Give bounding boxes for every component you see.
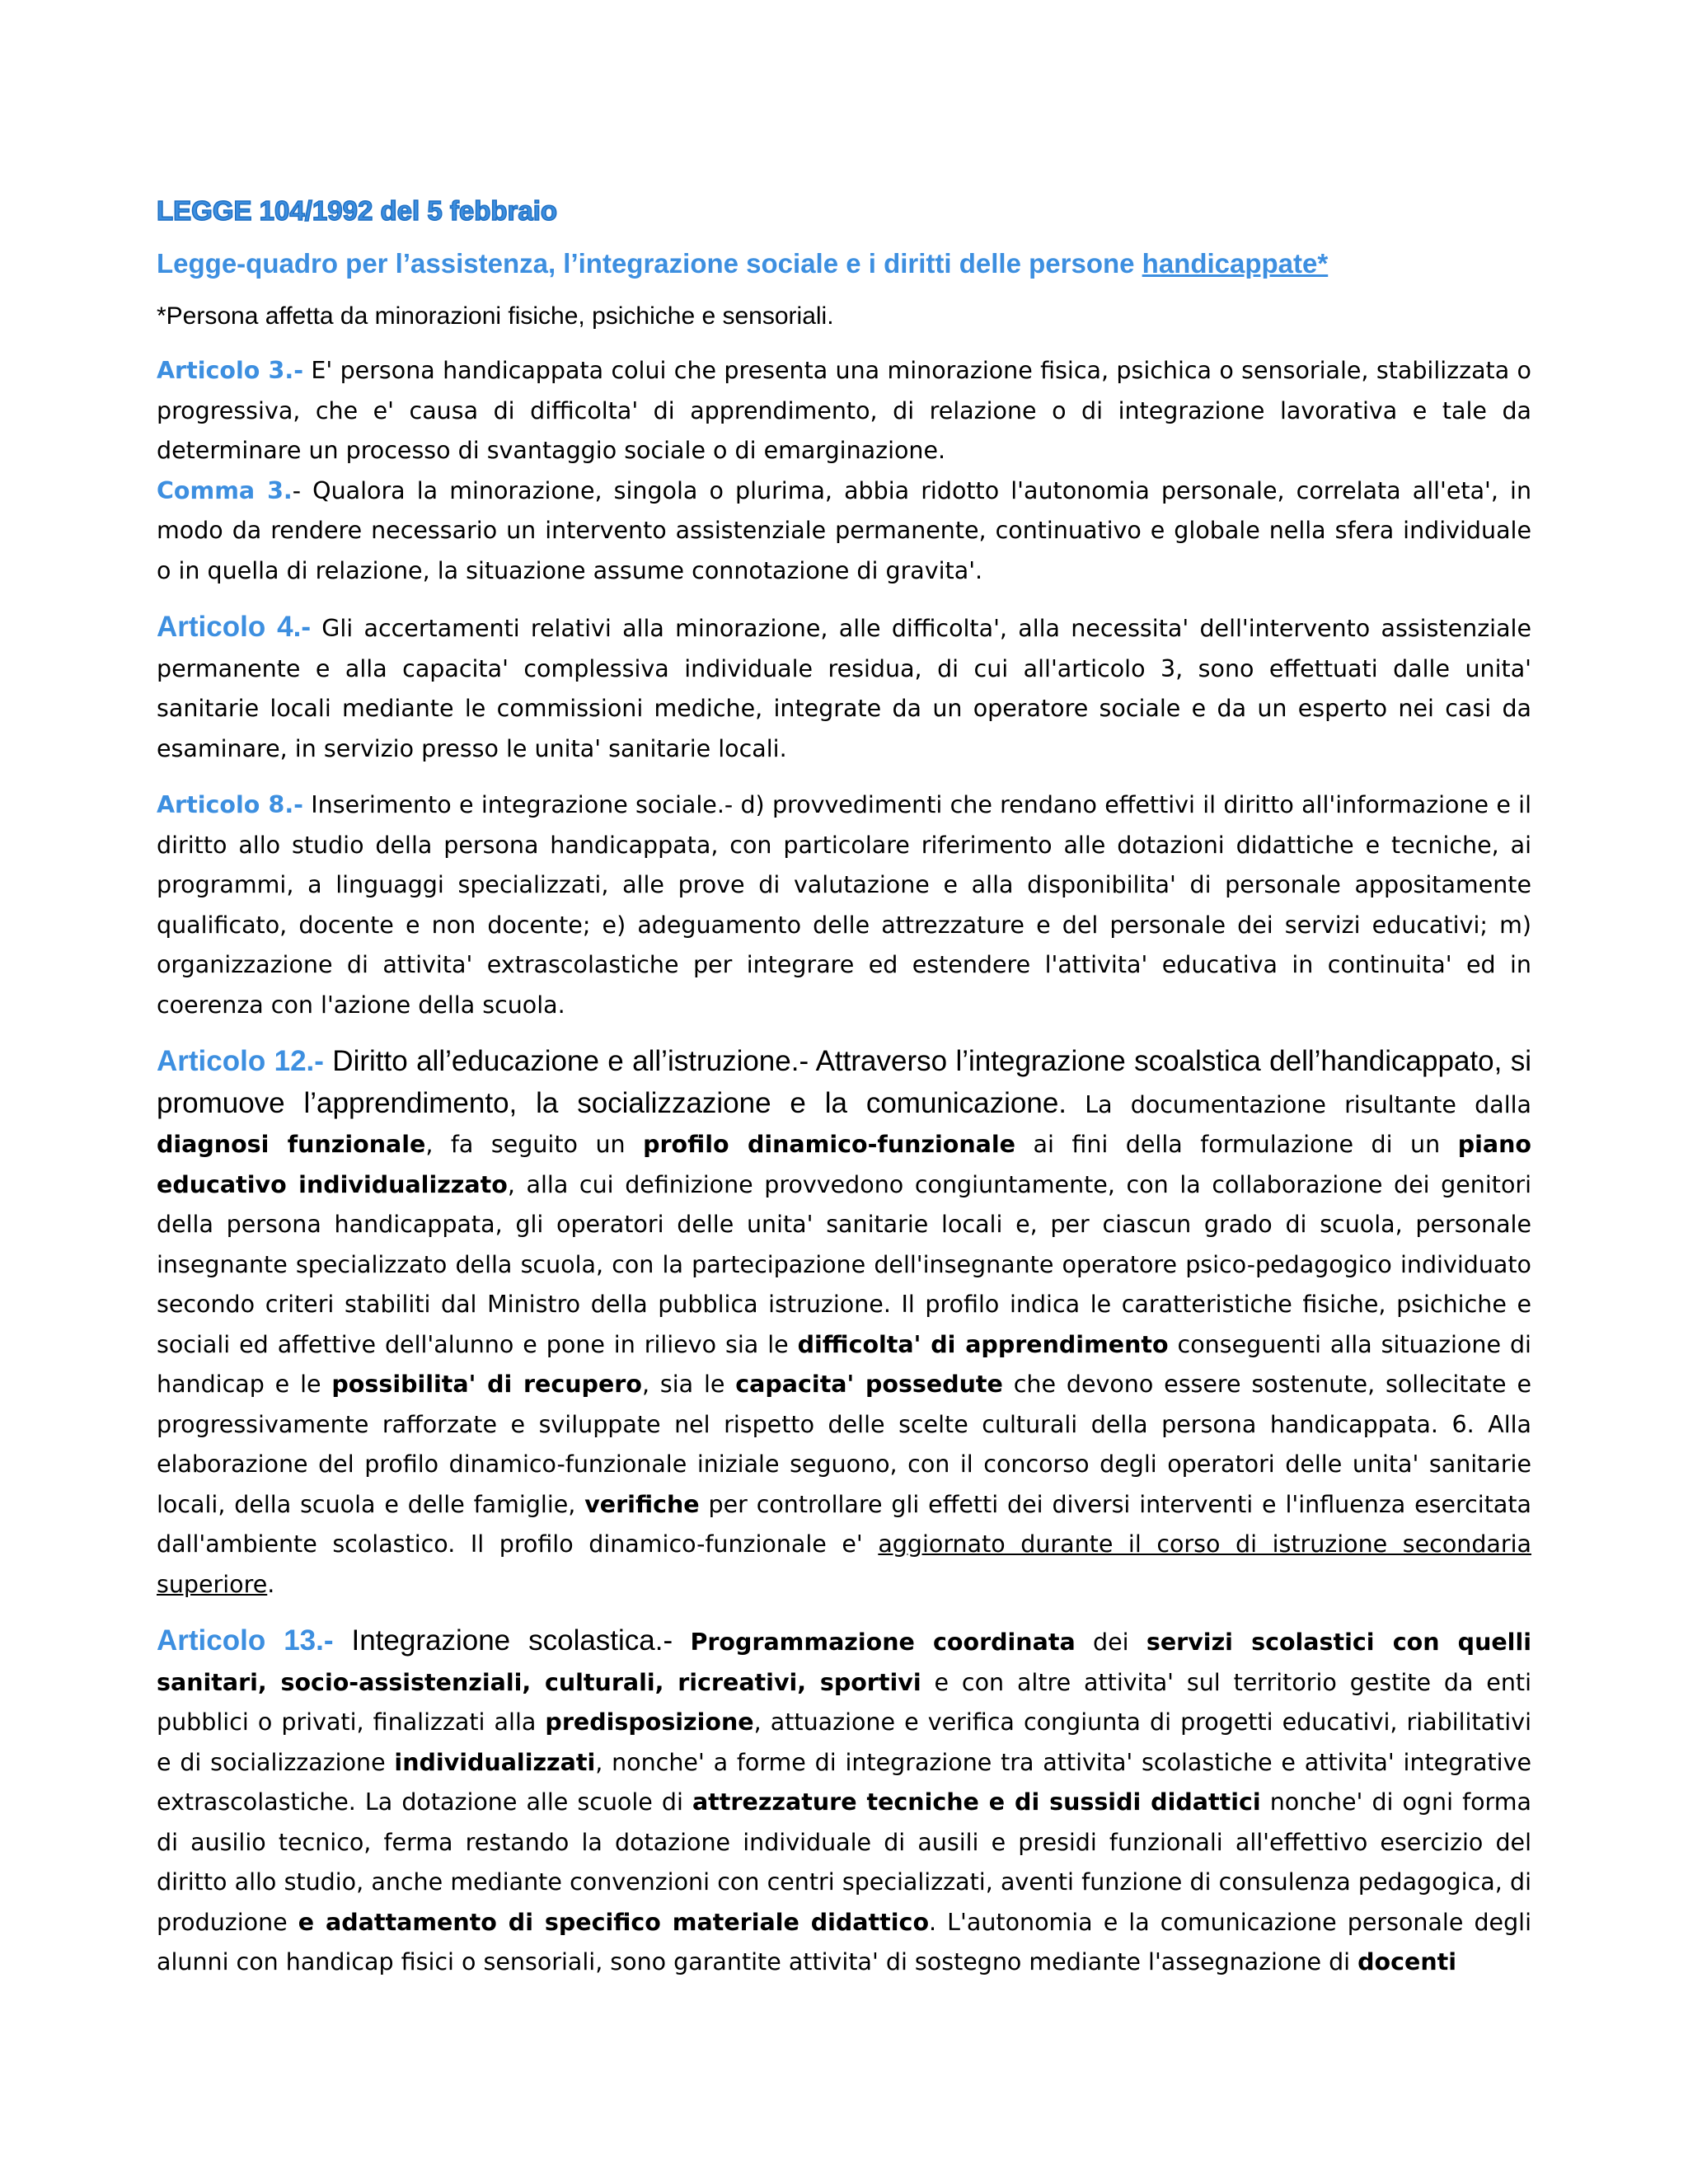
article-12-text: , alla cui definizione provvedono congiuntamente, con la collaborazione dei genitori della persona handicappata, gli operatori delle unita' sanitarie locali e, per ciascun grado di scuola, personale insegnante specializzato della scuola, con la partecipazione dell'insegnante operatore psico-pedagogico individuato secondo criteri stabiliti dal Ministro della pubblica istruzione. Il profilo indica le caratteristiche fisiche, psichiche e sociali ed affettive dell'alunno e pone in rilievo sia le	[157, 1170, 1532, 1358]
article-13-text: nonche' di ogni forma di ausilio tecnico, ferma restando la dotazione individuale di ausili e presidi funzionali all'effettivo esercizio del diritto allo studio, anche mediante convenzioni con centri specializzati, aventi funzione di consulenza pedagogica, di produzione	[157, 1788, 1531, 1936]
subtitle-link[interactable]: handicappate*	[1142, 248, 1329, 279]
article-8-label: Articolo 8.-	[157, 791, 303, 818]
article-4-label: Articolo 4.-	[157, 611, 312, 643]
article-12-label: Articolo 12.-	[157, 1045, 324, 1077]
article-12-text: ai fini della formulazione di un	[1015, 1131, 1458, 1158]
article-12-text: La documentazione risultante dalla	[1067, 1090, 1532, 1118]
article-12-bold: piano educativo individualizzato	[157, 1131, 1531, 1198]
article-12-text: , sia le	[641, 1371, 736, 1398]
comma-3-label: Comma 3.	[157, 476, 293, 504]
article-4-text: Gli accertamenti relativi alla minorazione, alle difficolta', alla necessita' dell'intervento assistenziale permanente e alla capacita' complessiva individuale residua, di cui all'articolo 3, sono effettuati dalle unita' sanitarie locali mediante le commissioni mediche, integrate da un operatore sociale e da un esperto nei casi da esaminare, in servizio presso le unita' sanitarie locali.	[157, 615, 1531, 762]
article-13-text: , attuazione e verifica congiunta di progetti educativi, riabilitativi e di socializzazione	[157, 1708, 1531, 1776]
article-13-text: dei	[1075, 1629, 1146, 1656]
comma-3-paragraph	[157, 471, 1531, 592]
article-13-bold: servizi scolastici con quelli sanitari, socio-assistenziali, culturali, ricreativi, sportivi	[157, 1629, 1531, 1696]
document-page	[157, 194, 1531, 1983]
article-12-bold: profilo dinamico-funzionale	[643, 1131, 1015, 1158]
article-12-bold: diagnosi funzionale	[157, 1131, 426, 1158]
article-13-text: . L'autonomia e la comunicazione personale degli alunni con handicap fisici o sensoriali, sono garantite attivita' di sostegno mediante l'assegnazione di	[157, 1908, 1531, 1975]
article-3-text: E' persona handicappata colui che presenta una minorazione fisica, psichica o sensoriale, stabilizzata o progressiva, che e' causa di difficolta' di apprendimento, di relazione o di integrazione lavorativa e tale da determinare un processo di svantaggio sociale o di emarginazione.	[157, 357, 1531, 464]
document-title: LEGGE 104/1992 del 5 febbraio	[157, 195, 558, 226]
article-12-underlined: aggiornato durante il corso di istruzione secondaria superiore	[157, 1530, 1531, 1598]
article-8-text: Inserimento e integrazione sociale.- d) provvedimenti che rendano effettivi il diritto all'informazione e il diritto allo studio della persona handicappata, con particolare riferimento alle dotazioni didattiche e tecniche, ai programmi, a linguaggi specializzati, alle prove di valutazione e alla disponibilita' di personale appositamente qualificato, docente e non docente; e) adeguamento delle attrezzature e del personale dei servizi educativi; m) organizzazione di attivita' extrascolastiche per integrare ed estendere l'attivita' educativa in continuita' ed in coerenza con l'azione della scuola.	[157, 791, 1531, 1019]
subtitle-text: Legge-quadro per l’assistenza, l’integrazione sociale e i diritti delle persone	[157, 248, 1142, 279]
article-12-heading: Diritto all’educazione e all’istruzione.- Attraverso l’integrazione scoalstica dell’handicappato, si promuove l’apprendimento, la socializzazione e la comunicazione.	[157, 1045, 1531, 1119]
article-13-bold: e adattamento di specifico materiale didattico	[298, 1908, 930, 1936]
article-13-bold: Programmazione coordinata	[690, 1629, 1076, 1656]
article-12-text: , fa seguito un	[425, 1131, 644, 1158]
article-13-text: e con altre attivita' sul territorio gestite da enti pubblici o privati, finalizzati alla	[157, 1668, 1532, 1736]
article-12-bold: possibilita' di recupero	[331, 1371, 642, 1398]
document-subtitle	[157, 246, 1531, 282]
article-12-paragraph	[157, 1042, 1531, 1605]
article-13-text: , nonche' a forme di integrazione tra attivita' scolastiche e attivita' integrative extrascolastiche. La dotazione alle scuole di	[157, 1748, 1531, 1816]
article-13-bold: predisposizione	[545, 1708, 754, 1736]
article-4-paragraph	[157, 607, 1531, 769]
article-13-bold: docenti	[1357, 1948, 1457, 1975]
comma-3-text: - Qualora la minorazione, singola o plurima, abbia ridotto l'autonomia personale, correlata all'eta', in modo da rendere necessario un intervento assistenziale permanente, continuativo e globale nella sfera individuale o in quella di relazione, la situazione assume connotazione di gravita'.	[157, 476, 1532, 584]
article-12-text: conseguenti alla situazione di handicap e le	[157, 1330, 1531, 1398]
article-13-label: Articolo 13.-	[157, 1624, 334, 1657]
article-3-label: Articolo 3.-	[157, 357, 304, 384]
article-13-text	[673, 1629, 690, 1656]
article-12-text: che devono essere sostenute, sollecitate e progressivamente rafforzate e sviluppate nel rispetto delle scelte culturali della persona handicappata. 6. Alla elaborazione del profilo dinamico-funzionale iniziale seguono, con il concorso degli operatori delle unita' sanitarie locali, della scuola e delle famiglie,	[157, 1371, 1531, 1518]
article-13-paragraph	[157, 1621, 1531, 1983]
article-12-text: per controllare gli effetti dei diversi interventi e l'influenza esercitata dall'ambiente scolastico. Il profilo dinamico-funzionale e'	[157, 1490, 1531, 1558]
article-12-bold: capacita' possedute	[735, 1371, 1003, 1398]
article-12-text: .	[267, 1570, 275, 1598]
article-12-bold: difficolta' di apprendimento	[797, 1330, 1169, 1358]
article-13-heading: Integrazione scolastica.-	[333, 1624, 673, 1657]
article-8-paragraph	[157, 785, 1531, 1025]
article-13-bold: attrezzature tecniche e di sussidi didattici	[692, 1788, 1261, 1816]
footnote-definition: *Persona affetta da minorazioni fisiche, psichiche e sensoriali.	[157, 302, 834, 330]
article-13-bold: individualizzati	[394, 1748, 596, 1776]
article-3-paragraph	[157, 351, 1531, 471]
article-12-bold: verifiche	[584, 1490, 700, 1518]
